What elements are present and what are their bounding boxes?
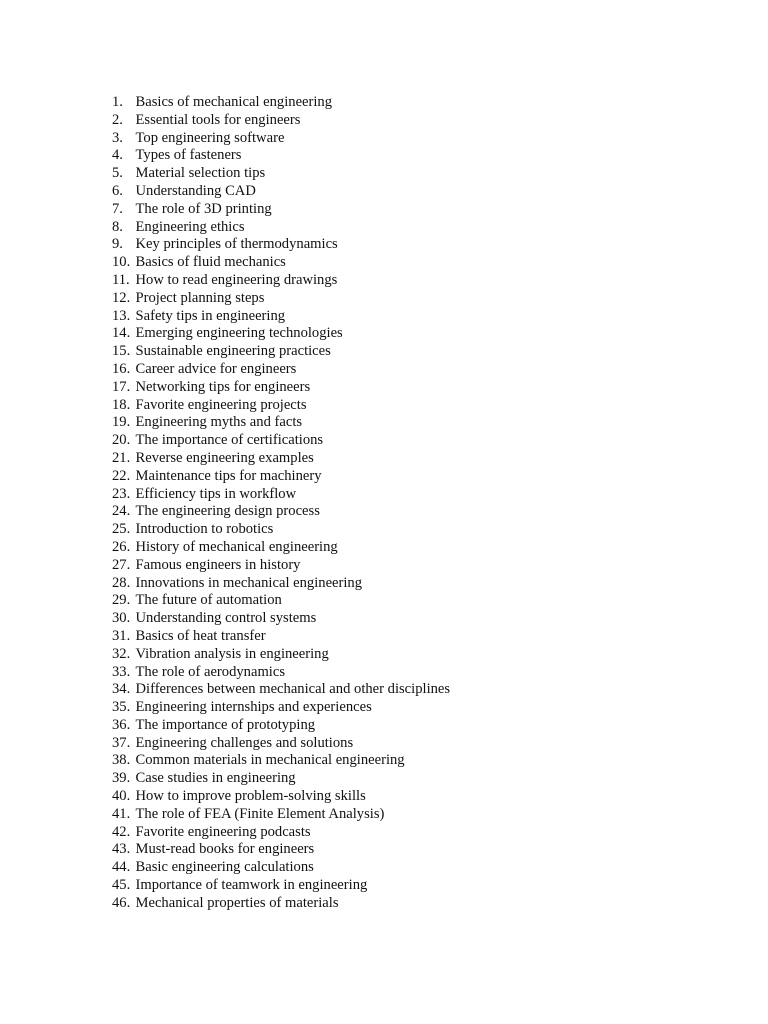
list-item-text: Engineering internships and experiences <box>135 699 372 716</box>
list-item <box>112 94 450 112</box>
list-item-number: 13. <box>112 307 131 324</box>
list-item <box>112 308 450 326</box>
list-item-number: 16. <box>112 360 131 377</box>
list-item <box>112 503 450 521</box>
list-item-text: Case studies in engineering <box>135 770 296 787</box>
list-item <box>112 699 450 717</box>
list-item <box>112 450 450 468</box>
list-item-number: 22. <box>112 467 131 484</box>
list-item <box>112 664 450 682</box>
list-item <box>112 219 450 237</box>
list-item <box>112 432 450 450</box>
list-item <box>112 575 450 593</box>
list-item-text: The future of automation <box>135 592 282 609</box>
list-item-number: 7. <box>112 200 123 217</box>
list-item <box>112 183 450 201</box>
list-item-text: The role of aerodynamics <box>135 663 286 680</box>
list-item-number: 40. <box>112 788 131 805</box>
list-item <box>112 147 450 165</box>
list-item <box>112 681 450 699</box>
list-item <box>112 201 450 219</box>
list-item <box>112 717 450 735</box>
list-item-number: 35. <box>112 699 131 716</box>
list-item-text: Favorite engineering podcasts <box>135 823 311 840</box>
list-item-text: Introduction to robotics <box>135 521 274 538</box>
list-item-number: 19. <box>112 414 131 431</box>
list-item-number: 24. <box>112 503 131 520</box>
list-item-number: 26. <box>112 538 131 555</box>
list-item-text: Innovations in mechanical engineering <box>135 574 363 591</box>
list-item-number: 6. <box>112 182 123 199</box>
list-item-text: Project planning steps <box>135 289 265 306</box>
list-item <box>112 557 450 575</box>
list-item-number: 9. <box>112 236 123 253</box>
list-item-text: Basics of fluid mechanics <box>135 254 286 271</box>
list-item-text: Engineering myths and facts <box>135 414 303 431</box>
list-item-text: Top engineering software <box>135 129 285 146</box>
list-item <box>112 628 450 646</box>
list-item-text: The role of FEA (Finite Element Analysis) <box>135 805 385 822</box>
list-item <box>112 414 450 432</box>
list-item-text: Material selection tips <box>135 165 266 182</box>
list-item <box>112 806 450 824</box>
list-item <box>112 379 450 397</box>
list-item <box>112 254 450 272</box>
list-item-text: Networking tips for engineers <box>135 378 311 395</box>
list-item <box>112 272 450 290</box>
list-item-text: Emerging engineering technologies <box>135 325 343 342</box>
list-item-number: 46. <box>112 894 131 911</box>
list-item-number: 39. <box>112 770 131 787</box>
list-item <box>112 877 450 895</box>
list-item-text: Safety tips in engineering <box>135 307 286 324</box>
list-item-text: Understanding CAD <box>135 182 256 199</box>
list-item <box>112 290 450 308</box>
list-item <box>112 824 450 842</box>
list-item <box>112 539 450 557</box>
list-item <box>112 236 450 254</box>
list-item-text: How to read engineering drawings <box>135 271 338 288</box>
list-item <box>112 859 450 877</box>
list-item-number: 21. <box>112 449 131 466</box>
list-item-text: Career advice for engineers <box>135 360 297 377</box>
list-item-text: Engineering challenges and solutions <box>135 734 354 751</box>
list-item <box>112 610 450 628</box>
list-item <box>112 752 450 770</box>
list-item-number: 17. <box>112 378 131 395</box>
list-item-text: The importance of prototyping <box>135 716 316 733</box>
list-item-number: 11. <box>112 271 130 288</box>
list-item-text: Basics of mechanical engineering <box>135 94 333 110</box>
list-item-number: 2. <box>112 111 123 128</box>
list-item-text: Understanding control systems <box>135 610 317 627</box>
list-item-number: 5. <box>112 165 123 182</box>
list-item-number: 27. <box>112 556 131 573</box>
list-item-text: Mechanical properties of materials <box>135 894 339 911</box>
list-item-text: Favorite engineering projects <box>135 396 307 413</box>
list-item-text: Essential tools for engineers <box>135 111 301 128</box>
list-item <box>112 646 450 664</box>
list-item-number: 44. <box>112 859 131 876</box>
list-item-text: Common materials in mechanical engineering <box>135 752 405 769</box>
list-item <box>112 343 450 361</box>
list-item <box>112 165 450 183</box>
list-item-number: 33. <box>112 663 131 680</box>
list-item <box>112 735 450 753</box>
list-item-text: Sustainable engineering practices <box>135 343 331 360</box>
list-item-number: 30. <box>112 610 131 627</box>
list-item-number: 15. <box>112 343 131 360</box>
list-item-number: 37. <box>112 734 131 751</box>
list-item-number: 8. <box>112 218 123 235</box>
list-item-text: Basics of heat transfer <box>135 627 266 644</box>
list-item-number: 25. <box>112 521 131 538</box>
list-item-text: Key principles of thermodynamics <box>135 236 338 253</box>
list-item-number: 32. <box>112 645 131 662</box>
list-item-text: Efficiency tips in workflow <box>135 485 297 502</box>
list-item <box>112 895 450 913</box>
list-item-text: Types of fasteners <box>135 147 242 164</box>
list-item-number: 23. <box>112 485 131 502</box>
list-item-text: Vibration analysis in engineering <box>135 645 329 662</box>
list-item-number: 20. <box>112 432 131 449</box>
list-item-text: Must-read books for engineers <box>135 841 315 858</box>
list-item-number: 42. <box>112 823 131 840</box>
list-item-number: 43. <box>112 841 131 858</box>
list-item-number: 34. <box>112 681 131 698</box>
list-item-text: Engineering ethics <box>135 218 245 235</box>
list-item <box>112 592 450 610</box>
list-item-number: 45. <box>112 877 131 894</box>
list-item <box>112 112 450 130</box>
list-item-number: 28. <box>112 574 131 591</box>
list-item-number: 36. <box>112 716 131 733</box>
list-item-text: Reverse engineering examples <box>135 449 314 466</box>
list-item-text: Famous engineers in history <box>135 556 301 573</box>
list-item <box>112 521 450 539</box>
list-item-number: 29. <box>112 592 131 609</box>
list-item-number: 3. <box>112 129 123 146</box>
list-item-number: 18. <box>112 396 131 413</box>
list-item <box>112 841 450 859</box>
list-item <box>112 397 450 415</box>
list-item <box>112 325 450 343</box>
list-item-number: 38. <box>112 752 131 769</box>
list-item-number: 14. <box>112 325 131 342</box>
list-item-text: Importance of teamwork in engineering <box>135 877 368 894</box>
list-item <box>112 788 450 806</box>
list-item-number: 4. <box>112 147 123 164</box>
list-item-number: 31. <box>112 627 131 644</box>
list-item-text: Differences between mechanical and other disciplines <box>135 681 451 698</box>
list-item <box>112 130 450 148</box>
list-item <box>112 361 450 379</box>
list-item-text: The role of 3D printing <box>135 200 272 217</box>
list-item <box>112 770 450 788</box>
list-item-text: The engineering design process <box>135 503 320 520</box>
list-item-number: 1. <box>112 94 123 110</box>
list-item-number: 10. <box>112 254 131 271</box>
list-item <box>112 468 450 486</box>
list-item-number: 12. <box>112 289 131 306</box>
list-item-text: The importance of certifications <box>135 432 324 449</box>
list-item-text: Basic engineering calculations <box>135 859 314 876</box>
topic-list <box>112 94 450 913</box>
list-item-text: How to improve problem-solving skills <box>135 788 366 805</box>
list-item-text: Maintenance tips for machinery <box>135 467 322 484</box>
list-item-number: 41. <box>112 805 131 822</box>
list-item <box>112 486 450 504</box>
list-item-text: History of mechanical engineering <box>135 538 338 555</box>
